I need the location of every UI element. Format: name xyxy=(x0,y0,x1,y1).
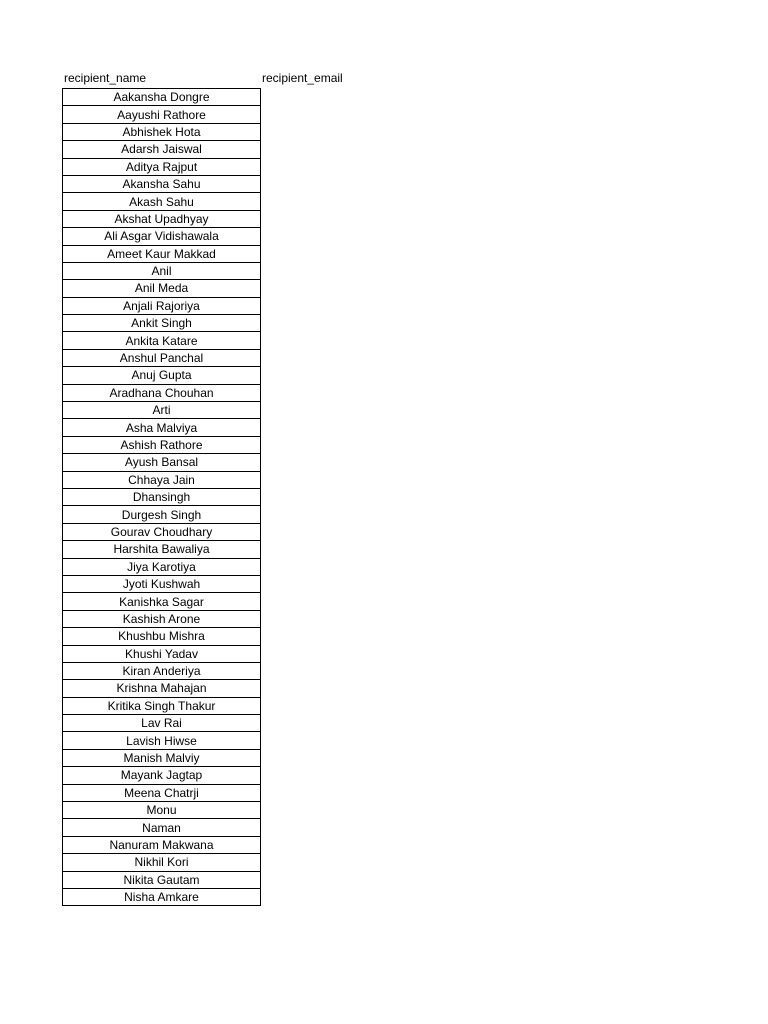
table-row xyxy=(63,245,261,262)
recipient-name-cell: Adarsh Jaiswal xyxy=(63,141,261,158)
recipient-email-header: recipient_email xyxy=(262,71,343,85)
recipient-name-cell: Ali Asgar Vidishawala xyxy=(63,228,261,245)
recipient-name-cell: Krishna Mahajan xyxy=(63,680,261,697)
table-row xyxy=(63,158,261,175)
recipient-name-cell: Asha Malviya xyxy=(63,419,261,436)
recipient-name-header: recipient_name xyxy=(64,71,147,85)
recipient-name-cell: Akansha Sahu xyxy=(63,175,261,192)
recipient-name-list xyxy=(63,89,261,906)
table-row xyxy=(63,419,261,436)
table-row xyxy=(63,541,261,558)
table-row xyxy=(63,854,261,871)
table-row xyxy=(63,836,261,853)
recipient-name-cell: Nisha Amkare xyxy=(63,888,261,905)
table-row xyxy=(63,488,261,505)
table-row xyxy=(63,610,261,627)
table-row xyxy=(63,575,261,592)
table-row xyxy=(63,593,261,610)
recipient-name-cell: Anil xyxy=(63,262,261,279)
recipient-name-cell: Aayushi Rathore xyxy=(63,106,261,123)
table-row xyxy=(63,645,261,662)
recipient-name-cell: Durgesh Singh xyxy=(63,506,261,523)
table-row xyxy=(63,141,261,158)
table-row xyxy=(63,697,261,714)
recipient-name-cell: Mayank Jagtap xyxy=(63,767,261,784)
recipient-name-cell: Gourav Choudhary xyxy=(63,523,261,540)
recipient-name-cell: Naman xyxy=(63,819,261,836)
table-row xyxy=(63,454,261,471)
recipient-name-cell: Abhishek Hota xyxy=(63,123,261,140)
recipient-name-cell: Ameet Kaur Makkad xyxy=(63,245,261,262)
recipient-name-cell: Kashish Arone xyxy=(63,610,261,627)
table-row xyxy=(63,349,261,366)
recipient-name-cell: Akash Sahu xyxy=(63,193,261,210)
table-row xyxy=(63,297,261,314)
table-row xyxy=(63,193,261,210)
recipient-name-cell: Nikhil Kori xyxy=(63,854,261,871)
table-row xyxy=(63,471,261,488)
table-row xyxy=(63,749,261,766)
recipient-name-cell: Kritika Singh Thakur xyxy=(63,697,261,714)
recipient-name-cell: Khushi Yadav xyxy=(63,645,261,662)
table-row xyxy=(63,715,261,732)
recipient-name-cell: Lavish Hiwse xyxy=(63,732,261,749)
table-row xyxy=(63,315,261,332)
recipient-name-cell: Ankita Katare xyxy=(63,332,261,349)
recipient-name-cell: Aradhana Chouhan xyxy=(63,384,261,401)
table-row xyxy=(63,506,261,523)
table-row xyxy=(63,402,261,419)
table-row xyxy=(63,628,261,645)
recipient-name-cell: Jiya Karotiya xyxy=(63,558,261,575)
recipient-name-cell: Anjali Rajoriya xyxy=(63,297,261,314)
table-row xyxy=(63,732,261,749)
table-row xyxy=(63,680,261,697)
table-row xyxy=(63,89,261,106)
table-row xyxy=(63,123,261,140)
recipient-name-cell: Lav Rai xyxy=(63,715,261,732)
recipient-name-cell: Aditya Rajput xyxy=(63,158,261,175)
recipient-name-cell: Akshat Upadhyay xyxy=(63,210,261,227)
table-row xyxy=(63,384,261,401)
table-row xyxy=(63,262,261,279)
recipient-name-cell: Ankit Singh xyxy=(63,315,261,332)
recipient-name-cell: Nikita Gautam xyxy=(63,871,261,888)
table-row xyxy=(63,175,261,192)
recipient-name-cell: Ashish Rathore xyxy=(63,436,261,453)
recipient-name-cell: Kanishka Sagar xyxy=(63,593,261,610)
table-row xyxy=(63,228,261,245)
recipient-name-cell: Meena Chatrji xyxy=(63,784,261,801)
table-row xyxy=(63,819,261,836)
table-row xyxy=(63,558,261,575)
recipient-name-cell: Ayush Bansal xyxy=(63,454,261,471)
recipient-name-cell: Harshita Bawaliya xyxy=(63,541,261,558)
table-row xyxy=(63,767,261,784)
table-row xyxy=(63,332,261,349)
recipient-name-cell: Monu xyxy=(63,802,261,819)
recipient-name-cell: Chhaya Jain xyxy=(63,471,261,488)
table-row xyxy=(63,784,261,801)
table-row xyxy=(63,106,261,123)
table-row xyxy=(63,280,261,297)
table-row xyxy=(63,436,261,453)
recipient-name-cell: Anshul Panchal xyxy=(63,349,261,366)
recipient-name-cell: Khushbu Mishra xyxy=(63,628,261,645)
recipient-name-cell: Dhansingh xyxy=(63,488,261,505)
table-row xyxy=(63,662,261,679)
table-row xyxy=(63,367,261,384)
recipient-name-cell: Manish Malviy xyxy=(63,749,261,766)
table-row xyxy=(63,210,261,227)
table-row xyxy=(63,871,261,888)
recipient-name-cell: Anil Meda xyxy=(63,280,261,297)
table-row xyxy=(63,523,261,540)
recipient-name-cell: Kiran Anderiya xyxy=(63,662,261,679)
recipient-name-cell: Nanuram Makwana xyxy=(63,836,261,853)
recipient-name-cell: Jyoti Kushwah xyxy=(63,575,261,592)
recipient-name-table xyxy=(62,88,261,906)
table-row xyxy=(63,802,261,819)
recipient-name-cell: Aakansha Dongre xyxy=(63,89,261,106)
recipient-name-cell: Anuj Gupta xyxy=(63,367,261,384)
table-row xyxy=(63,888,261,905)
recipient-name-cell: Arti xyxy=(63,402,261,419)
